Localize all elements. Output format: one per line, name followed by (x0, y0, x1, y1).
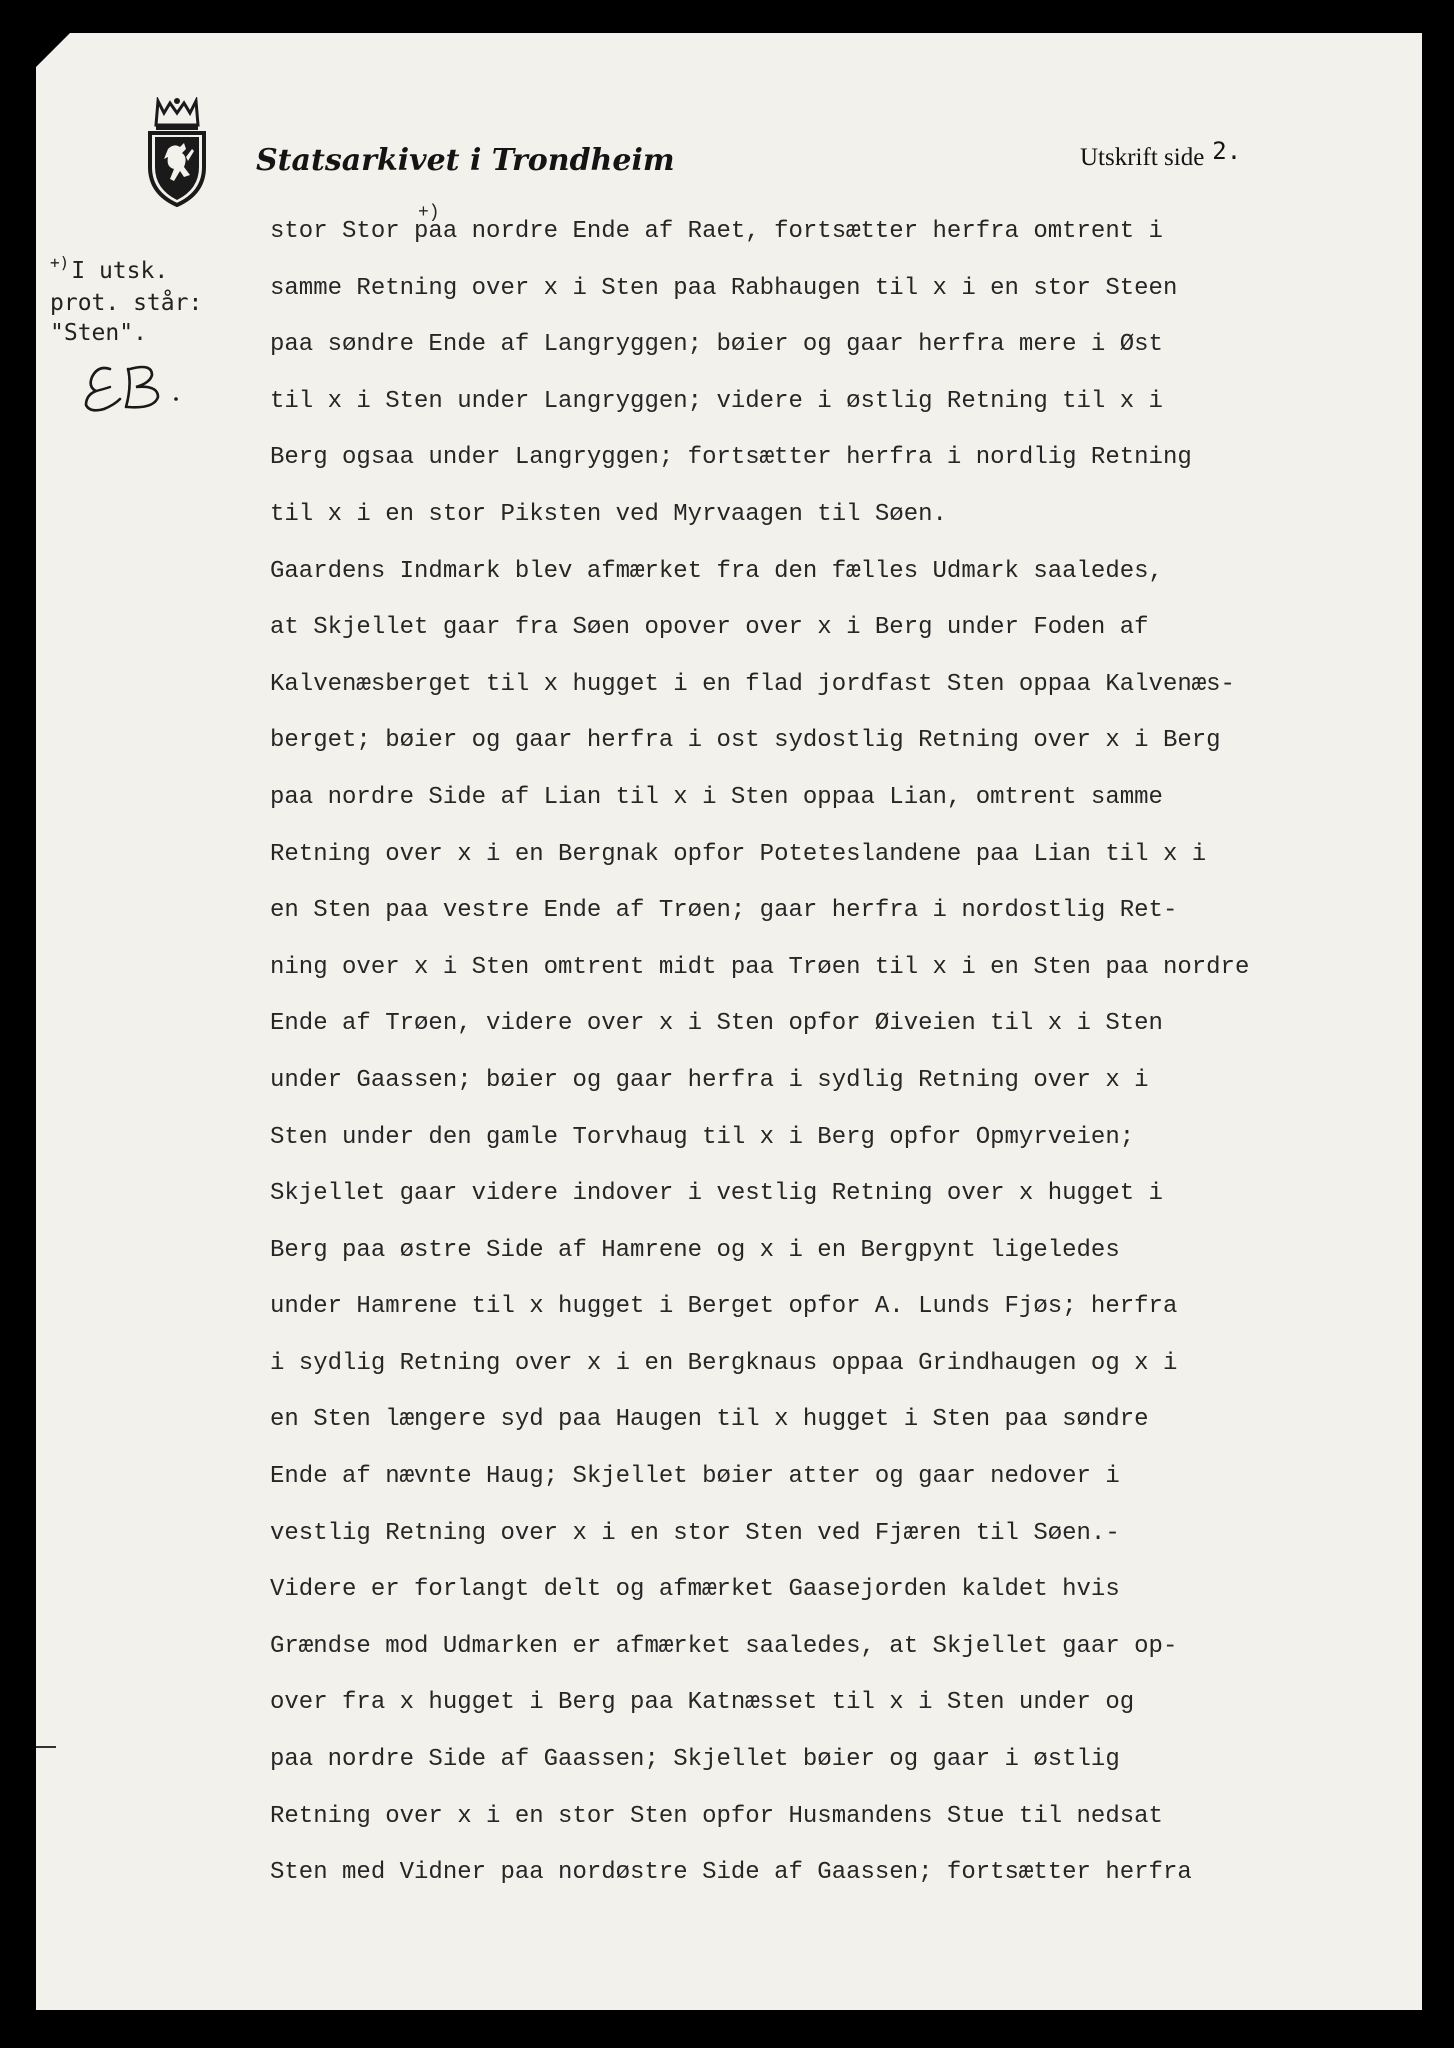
body-line: Berg ogsaa under Langryggen; fortsætter herfra i nordlig Retning (270, 444, 1192, 472)
body-line: berget; bøier og gaar herfra i ost sydostlig Retning over x i Berg (270, 727, 1221, 755)
page-number: 2. (1212, 137, 1242, 165)
body-line: paa nordre Side af Lian til x i Sten oppaa Lian, omtrent samme (270, 783, 1163, 811)
margin-note-line: "Sten". (50, 320, 147, 346)
body-line: paa søndre Ende af Langryggen; bøier og gaar herfra mere i Øst (270, 331, 1163, 359)
body-line: over fra x hugget i Berg paa Katnæsset til x i Sten under og (270, 1689, 1135, 1717)
body-line: samme Retning over x i Sten paa Rabhaugen til x i en stor Steen (270, 274, 1178, 302)
page-label-text: Utskrift side (1080, 144, 1205, 171)
body-line: vestlig Retning over x i en stor Sten ved Fjæren til Søen.- (270, 1519, 1120, 1547)
body-line: Skjellet gaar videre indover i vestlig Retning over x hugget i (270, 1180, 1163, 1208)
body-line: Ende af Trøen, videre over x i Sten opfor Øiveien til x i Sten (270, 1010, 1163, 1038)
body-line: paa nordre Side af Gaassen; Skjellet bøier og gaar i østlig (270, 1746, 1120, 1774)
body-line: at Skjellet gaar fra Søen opover over x i Berg under Foden af (270, 614, 1149, 642)
margin-note-marker: +) (50, 253, 70, 272)
first-line-superscript: +) (418, 203, 440, 223)
body-line: Sten under den gamle Torvhaug til x i Berg opfor Opmyrveien; (270, 1123, 1135, 1151)
body-line: til x i en stor Piksten ved Myrvaagen til Søen. (270, 500, 947, 528)
body-line: Sten med Vidner paa nordøstre Side af Gaassen; fortsætter herfra (270, 1859, 1192, 1887)
archive-letterhead: Statsarkivet i Trondheim (256, 143, 675, 178)
body-line: stor Stor paa nordre Ende af Raet, fortsætter herfra omtrent i (270, 218, 1163, 245)
body-line: Gaardens Indmark blev afmærket fra den fælles Udmark saaledes, (270, 557, 1163, 585)
body-line: Kalvenæsberget til x hugget i en flad jordfast Sten oppaa Kalvenæs- (270, 670, 1235, 698)
typewritten-body (270, 204, 1410, 1902)
page-indicator (1080, 137, 1242, 172)
body-line: under Gaassen; bøier og gaar herfra i sydlig Retning over x i (270, 1066, 1149, 1094)
handwritten-initials-signature (80, 355, 190, 420)
body-line: i sydlig Retning over x i en Bergknaus oppaa Grindhaugen og x i (270, 1349, 1178, 1377)
margin-note-line: prot. står: (50, 290, 203, 316)
body-line: Retning over x i en Bergnak opfor Poteteslandene paa Lian til x i (270, 840, 1207, 868)
body-line: en Sten paa vestre Ende af Trøen; gaar herfra i nordostlig Ret- (270, 897, 1178, 925)
body-line: under Hamrene til x hugget i Berget opfor A. Lunds Fjøs; herfra (270, 1293, 1178, 1321)
coat-of-arms-icon (144, 97, 210, 212)
body-line: Berg paa østre Side af Hamrene og x i en Bergpynt ligeledes (270, 1236, 1120, 1264)
body-line: ning over x i Sten omtrent midt paa Trøen til x i en Sten paa nordre (270, 953, 1250, 981)
body-line: Ende af nævnte Haug; Skjellet bøier atter og gaar nedover i (270, 1463, 1120, 1491)
body-line: Videre er forlangt delt og afmærket Gaasejorden kaldet hvis (270, 1576, 1120, 1604)
body-line: Retning over x i en stor Sten opfor Husmandens Stue til nedsat (270, 1802, 1163, 1830)
body-line: Grændse mod Udmarken er afmærket saaledes, at Skjellet gaar op- (270, 1632, 1178, 1660)
margin-note (50, 253, 236, 348)
body-line: til x i Sten under Langryggen; videre i østlig Retning til x i (270, 387, 1163, 415)
body-line: en Sten længere syd paa Haugen til x hugget i Sten paa søndre (270, 1406, 1149, 1434)
document-page (36, 33, 1422, 2010)
margin-dash-mark (36, 1746, 56, 1748)
folded-corner (36, 33, 70, 67)
margin-note-line: +)I utsk. (50, 253, 169, 284)
